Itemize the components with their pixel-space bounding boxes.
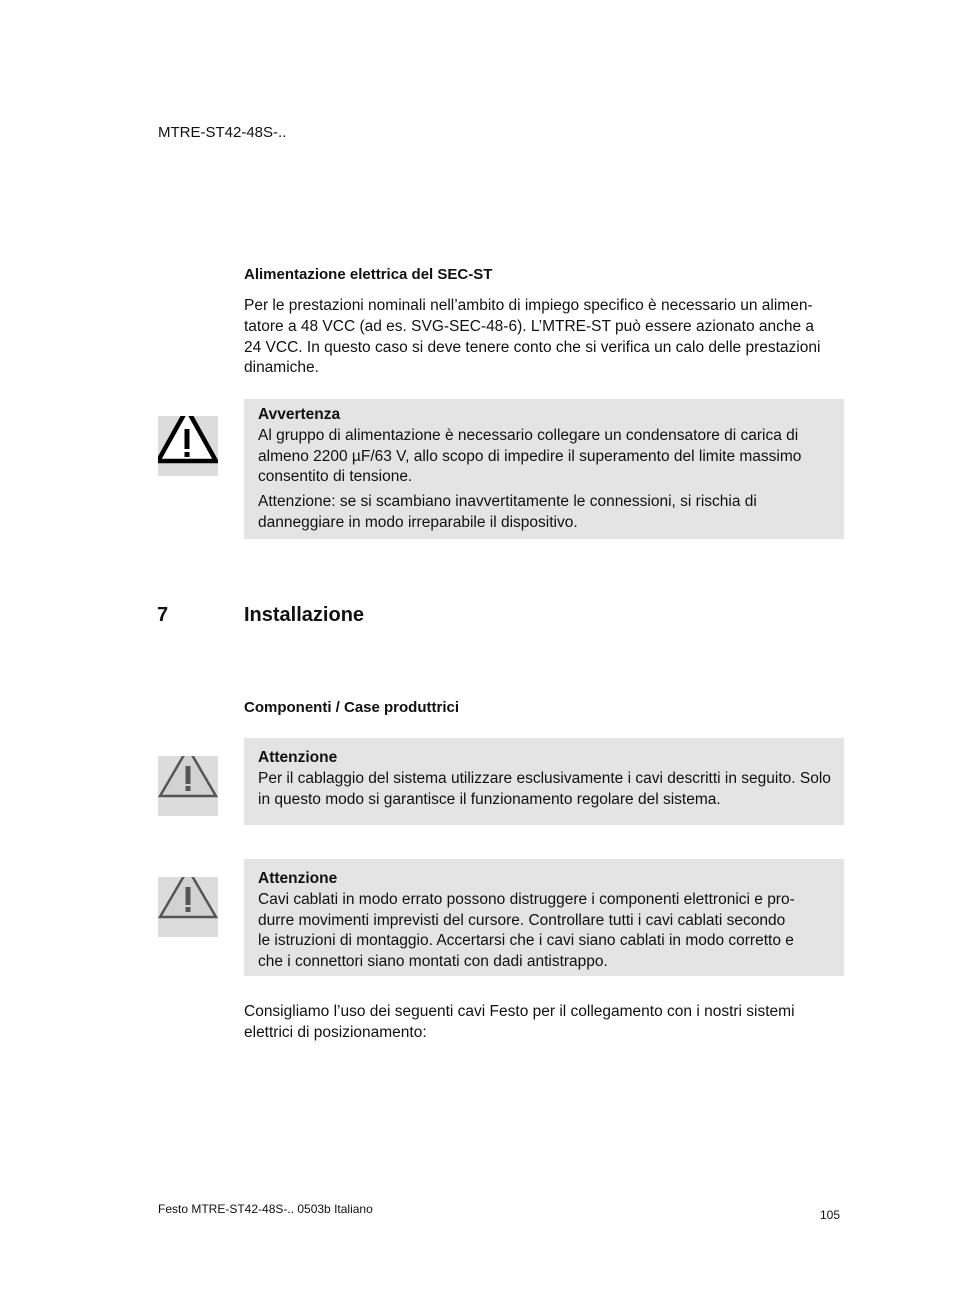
power-line-2: tatore a 48 VCC (ad es. SVG-SEC-48-6). L’MTRE-ST può essere azionato anche a bbox=[244, 317, 815, 335]
caution-callout-2 bbox=[244, 859, 844, 976]
section-heading-components: Componenti / Case produttrici bbox=[244, 699, 460, 716]
section-heading-power: Alimentazione elettrica del SEC-ST bbox=[244, 266, 493, 283]
chapter-title: Installazione bbox=[244, 604, 365, 626]
caution-line-2: durre movimenti imprevisti del cursore. Controllare tutti i cavi cablati secondo bbox=[258, 911, 786, 929]
caution-line-4: che i connettori siano montati con dadi antistrappo. bbox=[258, 953, 608, 971]
power-line-3: 24 VCC. In questo caso si deve tenere conto che si verifica un calo delle prestazioni bbox=[244, 338, 821, 356]
caution-title-2: Attenzione bbox=[258, 870, 338, 887]
power-line-4: dinamiche. bbox=[244, 359, 319, 377]
power-line-1: Per le prestazioni nominali nell’ambito di impiego specifico è necessario un alimen- bbox=[244, 297, 813, 314]
caution-title-1: Attenzione bbox=[258, 749, 338, 766]
page-number: 105 bbox=[820, 1208, 841, 1222]
caution-triangle-icon bbox=[158, 877, 218, 937]
warning-text-1: Al gruppo di alimentazione è necessario collegare un condensatore di carica di almeno 2200 µF/63 V, allo scopo di impedire il superamento del limite massimo consentito di tensione. bbox=[258, 426, 802, 486]
page-header: MTRE-ST42-48S-.. bbox=[158, 124, 287, 141]
footer-text: Festo MTRE-ST42-48S-.. 0503b Italiano bbox=[158, 1202, 373, 1216]
recommendation-line-2: elettrici di posizionamento: bbox=[244, 1023, 427, 1041]
warning-text-2: Attenzione: se si scambiano inavvertitamente le connessioni, si rischia di danneggiare in modo irreparabile il dispositivo. bbox=[258, 493, 757, 531]
recommendation-paragraph bbox=[244, 1002, 849, 1044]
warning-callout bbox=[244, 399, 844, 539]
caution-callout-1 bbox=[244, 738, 844, 825]
caution-text-1: Per il cablaggio del sistema utilizzare esclusivamente i cavi descritti in seguito. Solo in questo modo si garantisce il funzionamento regolare del sistema. bbox=[258, 769, 831, 808]
warning-triangle-icon bbox=[158, 416, 218, 476]
recommendation-line-1: Consigliamo l’uso dei seguenti cavi Festo per il collegamento con i nostri sistemi bbox=[244, 1003, 795, 1020]
caution-line-3: le istruzioni di montaggio. Accertarsi che i cavi siano cablati in modo corretto e bbox=[258, 932, 794, 950]
power-paragraph bbox=[244, 296, 849, 379]
chapter-number: 7 bbox=[157, 604, 169, 626]
caution-triangle-icon bbox=[158, 756, 218, 816]
caution-line-1: Cavi cablati in modo errato possono distruggere i componenti elettronici e pro- bbox=[258, 890, 795, 908]
warning-title: Avvertenza bbox=[258, 406, 341, 423]
